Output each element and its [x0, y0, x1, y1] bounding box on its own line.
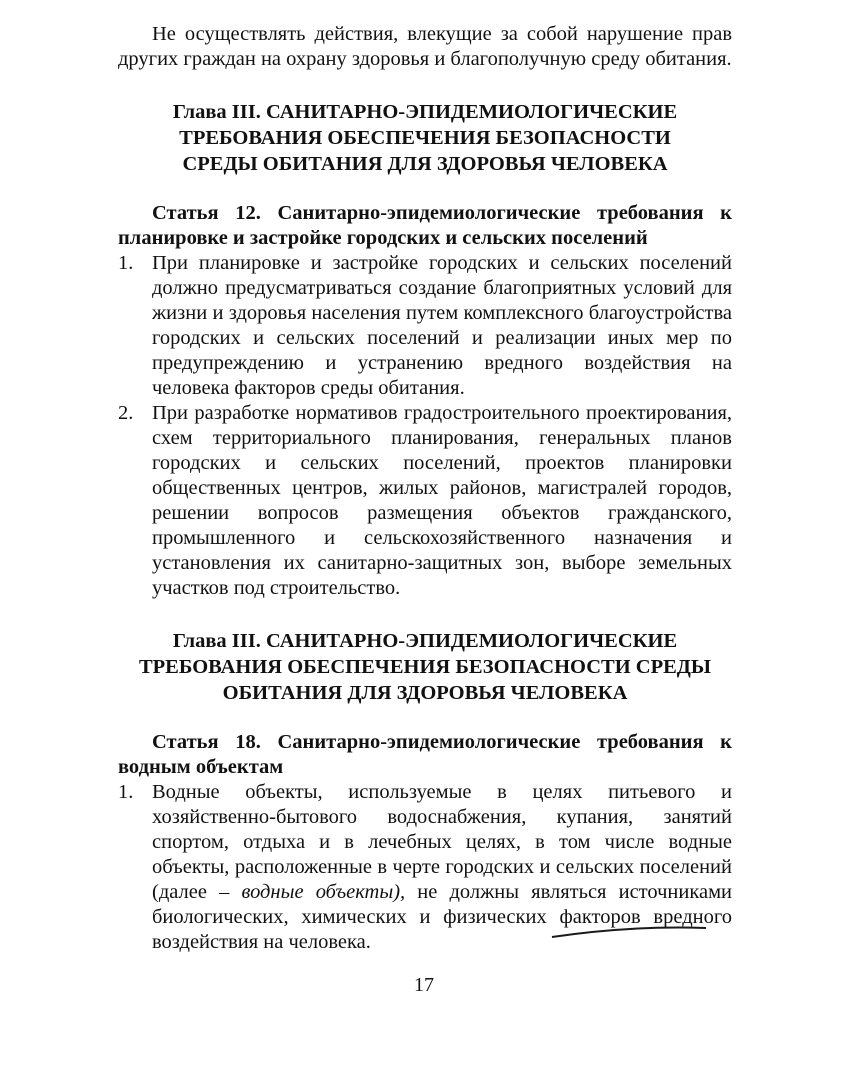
- list-item: [118, 401, 732, 601]
- list-item-text-italic: водные объекты),: [241, 881, 406, 903]
- list-item-text-start: Водные объекты, используемые в целях питьевого и хозяйственно-бытового водоснабжения, купания, занятий спортом, отдыха и в лечебных целях, в том числе водные объекты, расположенные в черте городских и сельских поселений (далее –: [152, 781, 732, 903]
- list-item-number: 1.: [118, 252, 134, 274]
- article-12-list: [118, 251, 732, 601]
- list-item-text: При разработке нормативов градостроительного проектирования, схем территориального планирования, генеральных планов городских и сельских поселений, проектов планировки общественных центров, жилых районов, магистралей городов, решении вопросов размещения объектов гражданского, промышленного и сельскохозяйственного назначения и установления их санитарно-защитных зон, выборе земельных участков под строительство.: [152, 402, 732, 599]
- intro-paragraph: Не осуществлять действия, влекущие за собой нарушение прав других граждан на охрану здоровья и благополучную среду обитания.: [118, 23, 732, 70]
- article-12-title: Статья 12. Санитарно-эпидемиологические требования к планировке и застройке городских и сельских поселений: [118, 202, 732, 249]
- list-item-number: 2.: [118, 402, 134, 424]
- page-number: 17: [414, 974, 434, 996]
- list-item-text-end: не должны являться источниками биологических, химических и физических факторов вредного воздействия на человека.: [152, 881, 733, 953]
- list-item: [118, 780, 732, 955]
- list-item-number: 1.: [118, 781, 134, 803]
- article-18-title: Статья 18. Санитарно-эпидемиологические требования к водным объектам: [118, 731, 732, 778]
- chapter-heading-2: Глава III. САНИТАРНО-ЭПИДЕМИОЛОГИЧЕСКИЕ ТРЕБОВАНИЯ ОБЕСПЕЧЕНИЯ БЕЗОПАСНОСТИ СРЕДЫ ОБИТАНИЯ ДЛЯ ЗДОРОВЬЯ ЧЕЛОВЕКА: [138, 630, 712, 704]
- document-page: [118, 22, 732, 955]
- list-item: [118, 251, 732, 401]
- list-item-text: При планировке и застройке городских и сельских поселений должно предусматриваться создание благоприятных условий для жизни и здоровья населения путем комплексного благоустройства городских и сельских поселений и реализации иных мер по предупреждению и устранению вредного воздействия на человека факторов среды обитания.: [152, 252, 732, 399]
- article-18-list: [118, 780, 732, 955]
- chapter-heading-1: Глава III. САНИТАРНО-ЭПИДЕМИОЛОГИЧЕСКИЕ ТРЕБОВАНИЯ ОБЕСПЕЧЕНИЯ БЕЗОПАСНОСТИ СРЕДЫ ОБИТАНИЯ ДЛЯ ЗДОРОВЬЯ ЧЕЛОВЕКА: [172, 101, 678, 175]
